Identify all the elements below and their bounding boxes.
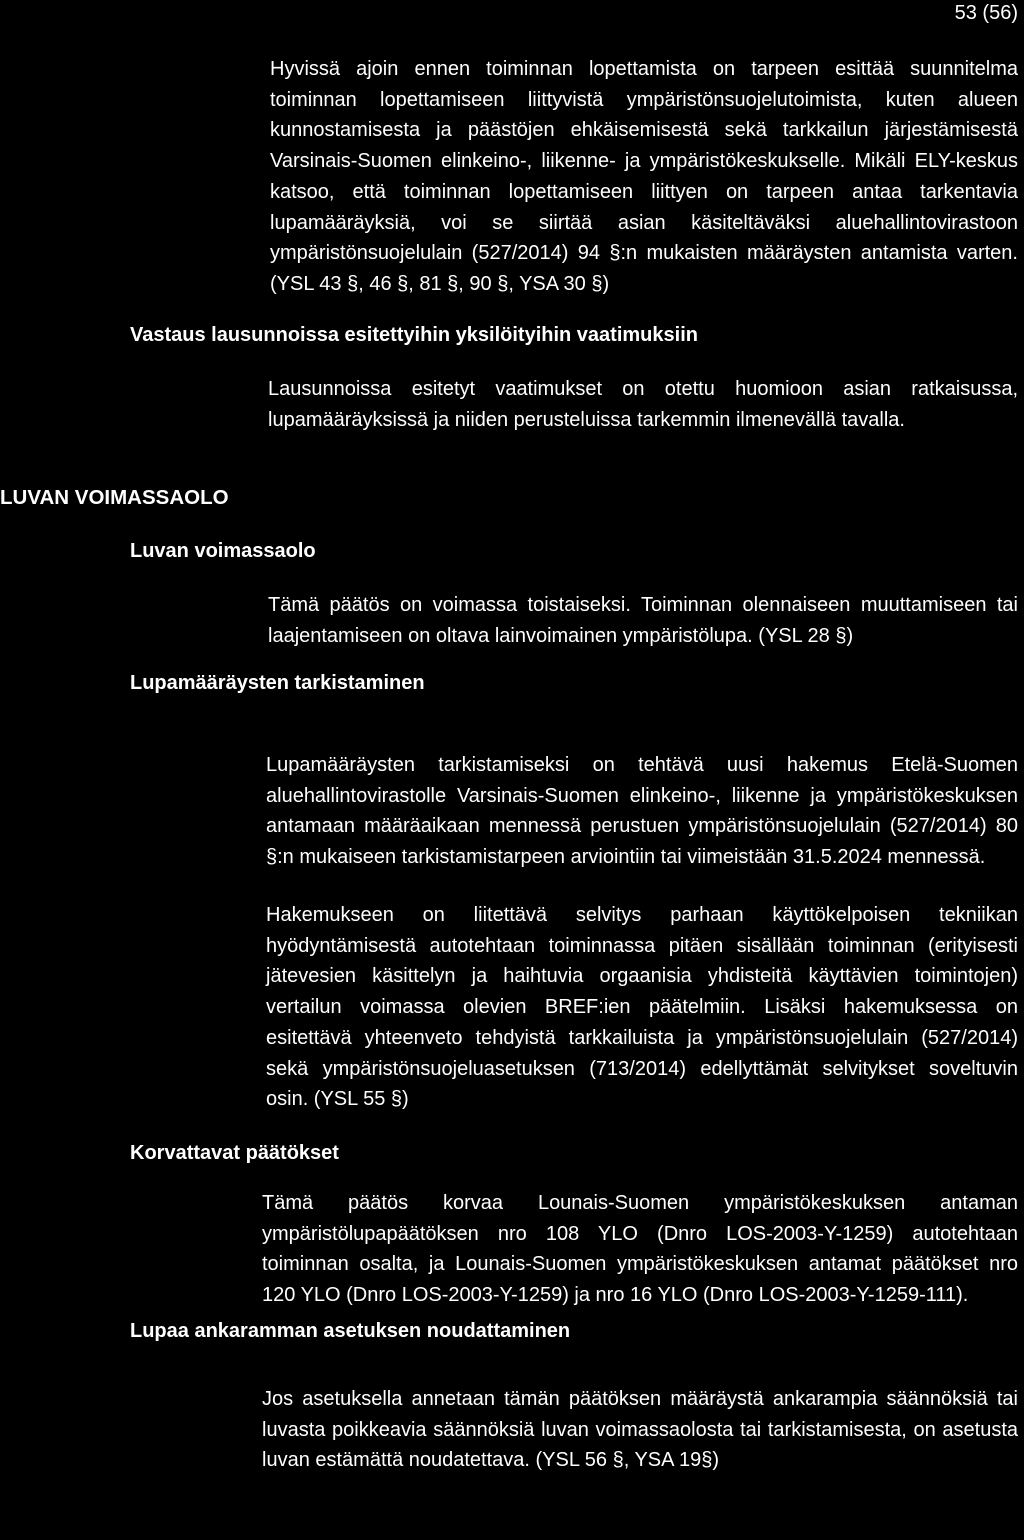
- paragraph-vastaus: Lausunnoissa esitetyt vaatimukset on otettu huomioon asian ratkaisussa, lupamääräyksissä ja niiden perusteluissa tarkemmin ilmenevällä tavalla.: [268, 378, 1018, 431]
- paragraph-korvattavat: Tämä päätös korvaa Lounais-Suomen ympäristökeskuksen antaman ympäristölupapäätöksen nro 108 YLO (Dnro LOS-2003-Y-1259) autotehtaan toiminnan osalta, ja Lounais-Suomen ympäristökeskuksen antamat päätökset nro 120 YLO (Dnro LOS-2003-Y-1259) ja nro 16 YLO (Dnro LOS-2003-Y-1259-111).: [262, 1192, 1018, 1307]
- heading-luvan-voimassaolo: Luvan voimassaolo: [130, 540, 316, 562]
- paragraph-toiminnan-lopettaminen: Hyvissä ajoin ennen toiminnan lopettamista on tarpeen esittää suunnitelma toiminnan lopettamiseen liittyvistä ympäristönsuojelutoimista, kuten alueen kunnostamisesta ja päästöjen ehkäisemisestä sekä tarkkailun järjestämisestä Varsinais-Suomen elinkeino-, liikenne- ja ympäristökeskukselle. Mikäli ELY-keskus katsoo, että toiminnan lopettamiseen liittyen on tarpeen antaa tarkentavia lupamääräyksiä, voi se siirtää asian käsiteltäväksi aluehallintovirastoon ympäristönsuojelulain (527/2014) 94 §:n mukaisten määräysten antamista varten. (YSL 43 §, 46 §, 81 §, 90 §, YSA 30 §): [270, 58, 1018, 295]
- heading-ankarampi-asetus: Lupaa ankaramman asetuksen noudattaminen: [130, 1320, 571, 1342]
- heading-korvattavat-paatokset: Korvattavat päätökset: [130, 1142, 339, 1164]
- paragraph-voimassaolo: Tämä päätös on voimassa toistaiseksi. Toiminnan olennaiseen muuttamiseen tai laajentamiseen on oltava lainvoimainen ympäristölupa. (YSL 28 §): [268, 594, 1018, 647]
- heading-lupamaaraysten-tarkistaminen: Lupamääräysten tarkistaminen: [130, 672, 425, 694]
- paragraph-ankarampi-asetus: Jos asetuksella annetaan tämän päätöksen määräystä ankarampia säännöksiä tai luvasta poikkeavia säännöksiä luvan voimassaolosta tai tarkistamisesta, on asetusta luvan estämättä noudatettava. (YSL 56 §, YSA 19§): [262, 1388, 1018, 1472]
- paragraph-tarkistaminen-hakemus: Lupamääräysten tarkistamiseksi on tehtävä uusi hakemus Etelä-Suomen aluehallintovirastolle Varsinais-Suomen elinkeino-, liikenne ja ympäristökeskuksen antamaan määräaikaan mennessä perustuen ympäristönsuojelulain (527/2014) 80 §:n mukaiseen tarkistamistarpeen arviointiin tai viimeistään 31.5.2024 mennessä.: [266, 754, 1018, 869]
- heading-vastaus-lausunnoissa: Vastaus lausunnoissa esitettyihin yksilöityihin vaatimuksiin: [130, 324, 698, 346]
- section-heading-luvan-voimassaolo: LUVAN VOIMASSAOLO: [0, 486, 229, 509]
- paragraph-tarkistaminen-selvitys: Hakemukseen on liitettävä selvitys parhaan käyttökelpoisen tekniikan hyödyntämisestä autotehtaan toiminnassa pitäen sisällään toiminnan (erityisesti jätevesien käsittelyn ja haihtuvia orgaanisia yhdisteitä käyttävien toimintojen) vertailun voimassa olevien BREF:ien päätelmiin. Lisäksi hakemuksessa on esitettävä yhteenveto tehdyistä tarkkailuista ja ympäristönsuojelulain (527/2014) sekä ympäristönsuojeluasetuksen (713/2014) edellyttämät selvitykset soveltuvin osin. (YSL 55 §): [266, 904, 1018, 1111]
- page-number: 53 (56): [954, 2, 1018, 24]
